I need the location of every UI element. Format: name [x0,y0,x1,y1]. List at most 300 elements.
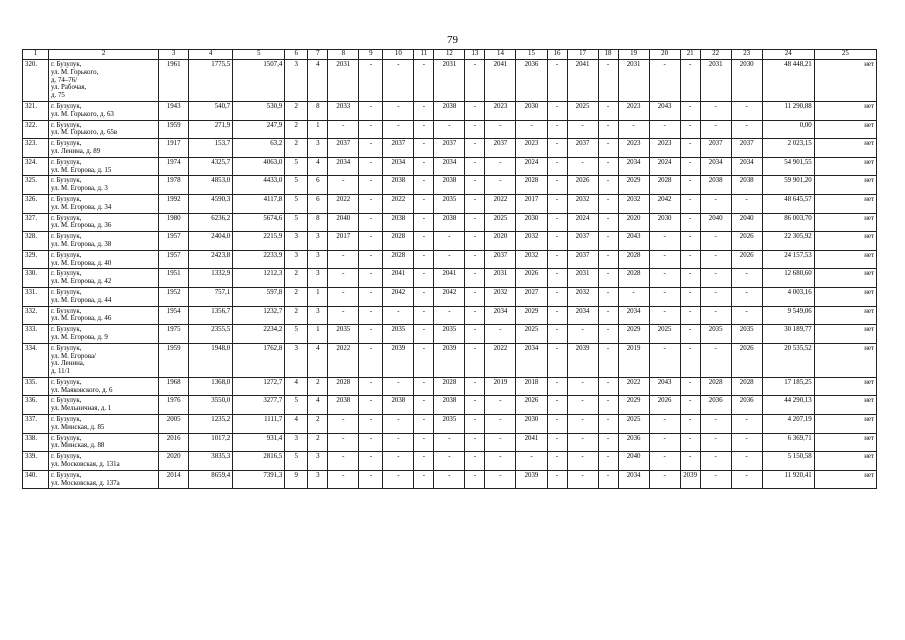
cell-col-5: 2215,9 [233,232,285,251]
cell-col-23: 2040 [731,213,762,232]
address-line: д. 11/1 [51,368,70,376]
cell-col-9: - [359,60,383,102]
cell-col-11: - [414,60,434,102]
cell-col-20: - [649,60,680,102]
cell-col-5: 597,8 [233,287,285,306]
cell-col-9: - [359,452,383,471]
cell-col-22: - [700,287,731,306]
cell-col-5: 247,9 [233,120,285,139]
cell-col-24: 17 185,25 [762,377,814,396]
cell-col-24: 0,00 [762,120,814,139]
cell-col-10: 2034 [383,157,414,176]
cell-col-16: - [547,139,567,158]
cell-col-6: 3 [285,250,308,269]
cell-col-5: 5674,6 [233,213,285,232]
cell-col-24: 2 023,15 [762,139,814,158]
cell-col-7: 2 [308,377,328,396]
cell-col-4: 1948,0 [189,343,233,377]
cell-col-6: 5 [285,157,308,176]
cell-col-6: 5 [285,452,308,471]
address-line: ул. М. Егорова/ [51,352,96,360]
column-header: 18 [598,50,618,60]
cell-col-14: 2041 [485,60,516,102]
cell-col-25: нет [814,60,876,102]
cell-col-22: 2031 [700,60,731,102]
cell-col-11: - [414,194,434,213]
cell-col-9: - [359,325,383,344]
cell-col-17: - [567,120,598,139]
column-header: 23 [731,50,762,60]
table-row [23,396,877,415]
cell-col-18: - [598,139,618,158]
address-cell [49,433,159,452]
row-number: 323. [23,139,49,158]
cell-col-11: - [414,377,434,396]
cell-col-15: 2028 [516,176,547,195]
cell-col-22: 2028 [700,377,731,396]
cell-col-12: 2038 [434,396,465,415]
cell-col-21: - [680,287,700,306]
cell-col-19: 2029 [618,396,649,415]
cell-col-9: - [359,213,383,232]
cell-col-25: нет [814,306,876,325]
cell-col-14: 2032 [485,287,516,306]
cell-col-17: 2032 [567,194,598,213]
cell-col-19: 2043 [618,232,649,251]
cell-col-3: 1952 [159,287,189,306]
address-line: г. Бузулук, [51,434,82,442]
cell-col-25: нет [814,325,876,344]
cell-col-3: 1959 [159,120,189,139]
cell-col-5: 3277,7 [233,396,285,415]
cell-col-14: 2025 [485,213,516,232]
cell-col-10: 2041 [383,269,414,288]
cell-col-9: - [359,232,383,251]
cell-col-13: - [465,157,485,176]
address-line: ул. М. Егорова, д. 38 [51,240,112,248]
cell-col-6: 9 [285,470,308,489]
cell-col-14: 2019 [485,377,516,396]
cell-col-19: 2028 [618,250,649,269]
table-row [23,232,877,251]
cell-col-21: - [680,250,700,269]
address-line: г. Бузулук, [51,471,82,479]
cell-col-22: 2035 [700,325,731,344]
cell-col-3: 1975 [159,325,189,344]
cell-col-20: - [649,343,680,377]
cell-col-23: - [731,470,762,489]
column-header: 13 [465,50,485,60]
cell-col-23: 2035 [731,325,762,344]
cell-col-16: - [547,194,567,213]
cell-col-22: - [700,232,731,251]
cell-col-11: - [414,396,434,415]
cell-col-3: 2005 [159,415,189,434]
cell-col-10: 2037 [383,139,414,158]
address-line: ул. Ленина, [51,360,85,368]
address-cell [49,120,159,139]
cell-col-25: нет [814,452,876,471]
cell-col-24: 48 645,57 [762,194,814,213]
cell-col-10: - [383,120,414,139]
cell-col-23: - [731,433,762,452]
cell-col-17: - [567,452,598,471]
cell-col-4: 6236,2 [189,213,233,232]
address-line: г. Бузулук, [51,270,82,278]
row-number: 321. [23,101,49,120]
column-header: 17 [567,50,598,60]
address-line: ул. Минская, д. 85 [51,423,105,431]
cell-col-23: - [731,452,762,471]
cell-col-3: 1992 [159,194,189,213]
column-header: 12 [434,50,465,60]
cell-col-6: 2 [285,120,308,139]
cell-col-13: - [465,415,485,434]
table-row [23,139,877,158]
cell-col-19: 2020 [618,213,649,232]
row-number: 332. [23,306,49,325]
cell-col-11: - [414,213,434,232]
cell-col-3: 1974 [159,157,189,176]
address-line: г. Бузулук, [51,288,82,296]
column-header: 8 [328,50,359,60]
table-row [23,343,877,377]
cell-col-19: 2019 [618,343,649,377]
cell-col-21: - [680,452,700,471]
cell-col-8: 2040 [328,213,359,232]
cell-col-16: - [547,287,567,306]
cell-col-10: - [383,433,414,452]
cell-col-16: - [547,415,567,434]
column-header: 3 [159,50,189,60]
cell-col-5: 1212,3 [233,269,285,288]
cell-col-3: 1968 [159,377,189,396]
cell-col-14: - [485,470,516,489]
address-line: г. Бузулук, [51,326,82,334]
cell-col-9: - [359,194,383,213]
cell-col-23: 2037 [731,139,762,158]
cell-col-4: 1235,2 [189,415,233,434]
cell-col-19: 2023 [618,101,649,120]
cell-col-10: - [383,452,414,471]
cell-col-21: - [680,306,700,325]
cell-col-18: - [598,396,618,415]
cell-col-16: - [547,232,567,251]
cell-col-23: - [731,415,762,434]
cell-col-25: нет [814,343,876,377]
column-header: 16 [547,50,567,60]
cell-col-3: 1957 [159,232,189,251]
cell-col-12: 2034 [434,157,465,176]
cell-col-14: - [485,396,516,415]
cell-col-15: 2030 [516,101,547,120]
address-line: ул. Рабочая, [51,84,87,92]
column-header: 6 [285,50,308,60]
address-line: ул. М. Егорова, д. 34 [51,203,112,211]
cell-col-9: - [359,415,383,434]
address-cell [49,157,159,176]
cell-col-13: - [465,139,485,158]
cell-col-16: - [547,343,567,377]
cell-col-10: - [383,377,414,396]
cell-col-4: 4590,3 [189,194,233,213]
cell-col-9: - [359,377,383,396]
cell-col-11: - [414,433,434,452]
address-line: ул. Маяковского, д. 6 [51,386,113,394]
row-number: 334. [23,343,49,377]
address-line: г. Бузулук, [51,102,82,110]
cell-col-25: нет [814,415,876,434]
cell-col-6: 5 [285,325,308,344]
table-row [23,377,877,396]
cell-col-12: - [434,433,465,452]
cell-col-17: - [567,470,598,489]
row-number: 324. [23,157,49,176]
cell-col-16: - [547,452,567,471]
cell-col-25: нет [814,176,876,195]
address-line: г. Бузулук, [51,195,82,203]
cell-col-17: 2024 [567,213,598,232]
cell-col-14: 2037 [485,139,516,158]
cell-col-8: 2028 [328,377,359,396]
cell-col-23: - [731,194,762,213]
cell-col-8: - [328,287,359,306]
cell-col-7: 4 [308,343,328,377]
cell-col-9: - [359,433,383,452]
cell-col-14: 2031 [485,269,516,288]
cell-col-10: 2038 [383,213,414,232]
cell-col-11: - [414,306,434,325]
cell-col-4: 1332,9 [189,269,233,288]
cell-col-12: - [434,452,465,471]
address-cell [49,306,159,325]
cell-col-20: - [649,470,680,489]
cell-col-21: - [680,101,700,120]
cell-col-6: 2 [285,287,308,306]
cell-col-7: 3 [308,470,328,489]
cell-col-16: - [547,120,567,139]
cell-col-20: - [649,306,680,325]
cell-col-14: - [485,452,516,471]
cell-col-21: - [680,377,700,396]
cell-col-12: 2038 [434,176,465,195]
cell-col-19: 2032 [618,194,649,213]
cell-col-14: 2022 [485,343,516,377]
cell-col-8: 2037 [328,139,359,158]
address-line: ул. М. Егорова, д. 15 [51,166,112,174]
cell-col-23: 2038 [731,176,762,195]
cell-col-17: 2039 [567,343,598,377]
address-line: г. Бузулук, [51,416,82,424]
cell-col-9: - [359,157,383,176]
cell-col-8: - [328,306,359,325]
cell-col-21: - [680,232,700,251]
cell-col-24: 4 003,16 [762,287,814,306]
cell-col-15: 2024 [516,157,547,176]
cell-col-19: 2034 [618,306,649,325]
address-cell [49,452,159,471]
cell-col-19: 2036 [618,433,649,452]
cell-col-23: - [731,287,762,306]
address-cell [49,139,159,158]
cell-col-25: нет [814,232,876,251]
cell-col-20: 2024 [649,157,680,176]
cell-col-13: - [465,377,485,396]
address-line: г. Бузулук, [51,140,82,148]
cell-col-17: 2041 [567,60,598,102]
cell-col-20: 2043 [649,101,680,120]
cell-col-5: 4117,8 [233,194,285,213]
cell-col-18: - [598,176,618,195]
cell-col-11: - [414,157,434,176]
cell-col-18: - [598,120,618,139]
cell-col-23: 2026 [731,232,762,251]
cell-col-3: 1943 [159,101,189,120]
cell-col-24: 54 901,55 [762,157,814,176]
address-line: г. Бузулук, [51,344,82,352]
cell-col-6: 5 [285,194,308,213]
cell-col-15: 2018 [516,377,547,396]
cell-col-21: 2039 [680,470,700,489]
cell-col-6: 4 [285,415,308,434]
cell-col-15: 2030 [516,415,547,434]
cell-col-4: 757,1 [189,287,233,306]
cell-col-11: - [414,452,434,471]
cell-col-13: - [465,452,485,471]
column-header: 9 [359,50,383,60]
cell-col-8: - [328,176,359,195]
cell-col-13: - [465,306,485,325]
row-number: 339. [23,452,49,471]
cell-col-3: 1917 [159,139,189,158]
cell-col-8: 2038 [328,396,359,415]
cell-col-6: 2 [285,139,308,158]
cell-col-5: 4063,0 [233,157,285,176]
cell-col-13: - [465,194,485,213]
cell-col-14: 2020 [485,232,516,251]
cell-col-8: - [328,415,359,434]
cell-col-21: - [680,415,700,434]
cell-col-12: 2035 [434,194,465,213]
cell-col-18: - [598,250,618,269]
cell-col-18: - [598,269,618,288]
cell-col-25: нет [814,101,876,120]
cell-col-4: 2404,0 [189,232,233,251]
cell-col-22: - [700,101,731,120]
cell-col-21: - [680,120,700,139]
cell-col-13: - [465,60,485,102]
cell-col-16: - [547,101,567,120]
cell-col-10: 2038 [383,396,414,415]
cell-col-13: - [465,343,485,377]
cell-col-3: 1961 [159,60,189,102]
cell-col-15: 2026 [516,396,547,415]
cell-col-21: - [680,433,700,452]
cell-col-11: - [414,120,434,139]
cell-col-4: 2423,8 [189,250,233,269]
cell-col-21: - [680,396,700,415]
column-header: 7 [308,50,328,60]
table-row [23,452,877,471]
table-row [23,306,877,325]
table-row [23,325,877,344]
cell-col-7: 2 [308,415,328,434]
column-header: 10 [383,50,414,60]
cell-col-18: - [598,287,618,306]
cell-col-11: - [414,250,434,269]
cell-col-24: 48 448,21 [762,60,814,102]
cell-col-4: 1017,2 [189,433,233,452]
cell-col-4: 1356,7 [189,306,233,325]
cell-col-7: 6 [308,194,328,213]
address-line: г. Бузулук, [51,233,82,241]
column-header: 2 [49,50,159,60]
address-cell [49,377,159,396]
cell-col-11: - [414,415,434,434]
cell-col-16: - [547,60,567,102]
cell-col-7: 3 [308,139,328,158]
cell-col-12: 2042 [434,287,465,306]
address-line: ул. М. Егорова, д. 44 [51,296,112,304]
cell-col-11: - [414,139,434,158]
address-line: ул. М. Горького, [51,68,99,76]
address-line: г. Бузулук, [51,158,82,166]
cell-col-10: 2028 [383,232,414,251]
cell-col-11: - [414,325,434,344]
cell-col-15: - [516,120,547,139]
address-line: г. Бузулук, [51,177,82,185]
cell-col-22: - [700,194,731,213]
cell-col-15: 2036 [516,60,547,102]
cell-col-24: 20 535,52 [762,343,814,377]
row-number: 340. [23,470,49,489]
address-cell [49,269,159,288]
cell-col-18: - [598,157,618,176]
cell-col-22: - [700,120,731,139]
cell-col-20: 2028 [649,176,680,195]
cell-col-11: - [414,343,434,377]
cell-col-7: 1 [308,325,328,344]
cell-col-22: 2036 [700,396,731,415]
cell-col-21: - [680,60,700,102]
cell-col-8: 2022 [328,343,359,377]
cell-col-16: - [547,213,567,232]
address-cell [49,325,159,344]
cell-col-23: 2026 [731,343,762,377]
cell-col-20: 2025 [649,325,680,344]
cell-col-9: - [359,250,383,269]
cell-col-12: 2037 [434,139,465,158]
cell-col-12: 2039 [434,343,465,377]
cell-col-9: - [359,139,383,158]
cell-col-3: 1976 [159,396,189,415]
cell-col-15: 2029 [516,306,547,325]
cell-col-12: 2041 [434,269,465,288]
cell-col-25: нет [814,269,876,288]
address-line: ул. Ленина, д. 89 [51,147,101,155]
cell-col-7: 2 [308,433,328,452]
cell-col-24: 5 150,58 [762,452,814,471]
cell-col-14: 2022 [485,194,516,213]
cell-col-13: - [465,396,485,415]
cell-col-25: нет [814,194,876,213]
cell-col-9: - [359,269,383,288]
cell-col-10: 2035 [383,325,414,344]
cell-col-23: - [731,120,762,139]
cell-col-19: 2025 [618,415,649,434]
cell-col-21: - [680,157,700,176]
column-header: 1 [23,50,49,60]
